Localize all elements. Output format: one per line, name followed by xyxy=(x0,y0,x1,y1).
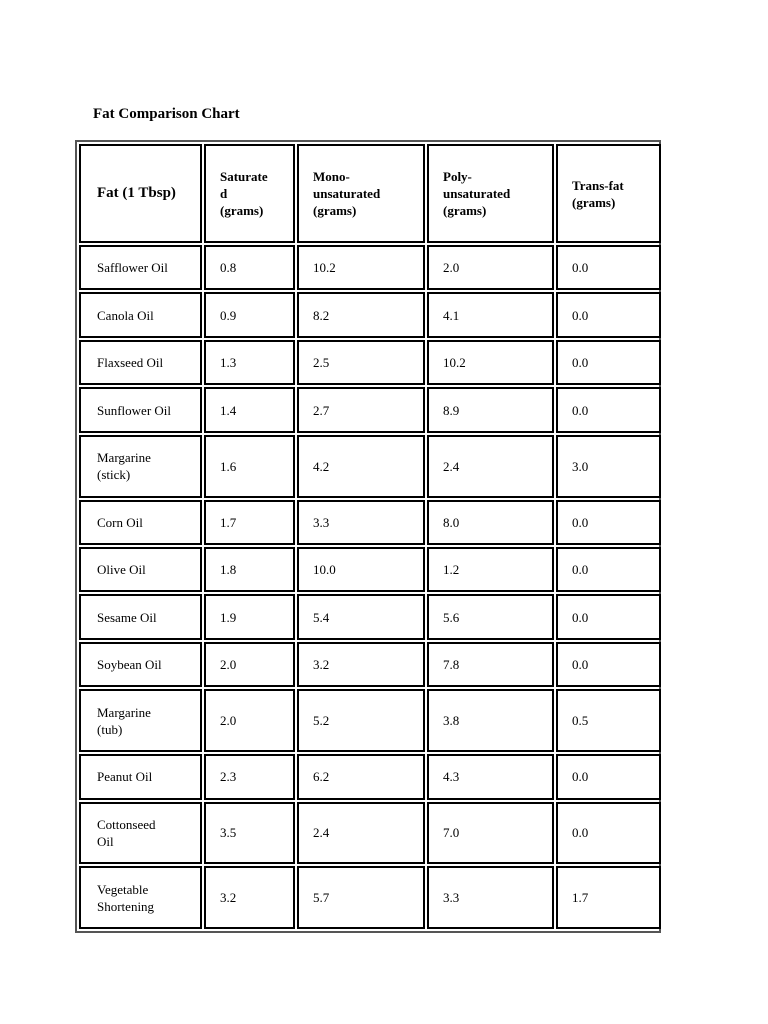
trans-fat-cell: 0.0 xyxy=(556,754,661,799)
saturated-cell: 0.8 xyxy=(204,245,295,290)
polyunsaturated-cell: 7.8 xyxy=(427,642,554,687)
fat-name-cell: Safflower Oil xyxy=(79,245,202,290)
saturated-cell: 2.3 xyxy=(204,754,295,799)
saturated-cell: 0.9 xyxy=(204,292,295,337)
fat-name-cell: Soybean Oil xyxy=(79,642,202,687)
table-row xyxy=(79,435,661,498)
table-row xyxy=(79,689,661,752)
saturated-cell: 3.5 xyxy=(204,802,295,865)
fat-name-cell: Vegetable Shortening xyxy=(79,866,202,929)
monounsaturated-cell: 8.2 xyxy=(297,292,425,337)
table-row xyxy=(79,292,661,337)
fat-name-cell: Sesame Oil xyxy=(79,594,202,639)
polyunsaturated-cell: 4.3 xyxy=(427,754,554,799)
saturated-cell: 1.7 xyxy=(204,500,295,545)
saturated-cell: 1.8 xyxy=(204,547,295,592)
column-header-saturated: Saturate d (grams) xyxy=(204,144,295,243)
polyunsaturated-cell: 5.6 xyxy=(427,594,554,639)
trans-fat-cell: 0.0 xyxy=(556,642,661,687)
monounsaturated-cell: 2.5 xyxy=(297,340,425,385)
table-header-row xyxy=(79,144,661,243)
monounsaturated-cell: 10.0 xyxy=(297,547,425,592)
monounsaturated-cell: 5.7 xyxy=(297,866,425,929)
monounsaturated-cell: 5.4 xyxy=(297,594,425,639)
polyunsaturated-cell: 8.0 xyxy=(427,500,554,545)
column-header-fat: Fat (1 Tbsp) xyxy=(79,144,202,243)
table-row xyxy=(79,547,661,592)
monounsaturated-cell: 2.7 xyxy=(297,387,425,432)
fat-name-cell: Margarine (stick) xyxy=(79,435,202,498)
fat-name-cell: Margarine (tub) xyxy=(79,689,202,752)
trans-fat-cell: 1.7 xyxy=(556,866,661,929)
trans-fat-cell: 0.0 xyxy=(556,500,661,545)
monounsaturated-cell: 3.3 xyxy=(297,500,425,545)
fat-comparison-table xyxy=(77,142,663,931)
table-row xyxy=(79,245,661,290)
saturated-cell: 3.2 xyxy=(204,866,295,929)
saturated-cell: 1.6 xyxy=(204,435,295,498)
trans-fat-cell: 0.0 xyxy=(556,594,661,639)
monounsaturated-cell: 4.2 xyxy=(297,435,425,498)
saturated-cell: 2.0 xyxy=(204,689,295,752)
table-row xyxy=(79,802,661,865)
table-row xyxy=(79,387,661,432)
polyunsaturated-cell: 10.2 xyxy=(427,340,554,385)
polyunsaturated-cell: 2.0 xyxy=(427,245,554,290)
polyunsaturated-cell: 7.0 xyxy=(427,802,554,865)
column-header-polyunsaturated: Poly- unsaturated (grams) xyxy=(427,144,554,243)
column-header-trans-fat: Trans-fat (grams) xyxy=(556,144,661,243)
polyunsaturated-cell: 8.9 xyxy=(427,387,554,432)
monounsaturated-cell: 5.2 xyxy=(297,689,425,752)
trans-fat-cell: 0.0 xyxy=(556,802,661,865)
fat-name-cell: Flaxseed Oil xyxy=(79,340,202,385)
monounsaturated-cell: 3.2 xyxy=(297,642,425,687)
saturated-cell: 1.9 xyxy=(204,594,295,639)
table-row xyxy=(79,340,661,385)
table-row xyxy=(79,594,661,639)
polyunsaturated-cell: 3.3 xyxy=(427,866,554,929)
trans-fat-cell: 0.0 xyxy=(556,547,661,592)
polyunsaturated-cell: 3.8 xyxy=(427,689,554,752)
monounsaturated-cell: 2.4 xyxy=(297,802,425,865)
trans-fat-cell: 0.5 xyxy=(556,689,661,752)
saturated-cell: 2.0 xyxy=(204,642,295,687)
saturated-cell: 1.4 xyxy=(204,387,295,432)
polyunsaturated-cell: 4.1 xyxy=(427,292,554,337)
table-row xyxy=(79,866,661,929)
table-row xyxy=(79,754,661,799)
saturated-cell: 1.3 xyxy=(204,340,295,385)
fat-name-cell: Sunflower Oil xyxy=(79,387,202,432)
fat-name-cell: Cottonseed Oil xyxy=(79,802,202,865)
fat-name-cell: Olive Oil xyxy=(79,547,202,592)
trans-fat-cell: 0.0 xyxy=(556,340,661,385)
monounsaturated-cell: 6.2 xyxy=(297,754,425,799)
table-row xyxy=(79,500,661,545)
document-title: Fat Comparison Chart xyxy=(93,106,240,122)
fat-name-cell: Corn Oil xyxy=(79,500,202,545)
table-row xyxy=(79,642,661,687)
monounsaturated-cell: 10.2 xyxy=(297,245,425,290)
fat-name-cell: Canola Oil xyxy=(79,292,202,337)
trans-fat-cell: 3.0 xyxy=(556,435,661,498)
trans-fat-cell: 0.0 xyxy=(556,245,661,290)
fat-comparison-table-frame xyxy=(75,140,661,933)
trans-fat-cell: 0.0 xyxy=(556,292,661,337)
polyunsaturated-cell: 1.2 xyxy=(427,547,554,592)
fat-name-cell: Peanut Oil xyxy=(79,754,202,799)
trans-fat-cell: 0.0 xyxy=(556,387,661,432)
column-header-monounsaturated: Mono- unsaturated (grams) xyxy=(297,144,425,243)
polyunsaturated-cell: 2.4 xyxy=(427,435,554,498)
